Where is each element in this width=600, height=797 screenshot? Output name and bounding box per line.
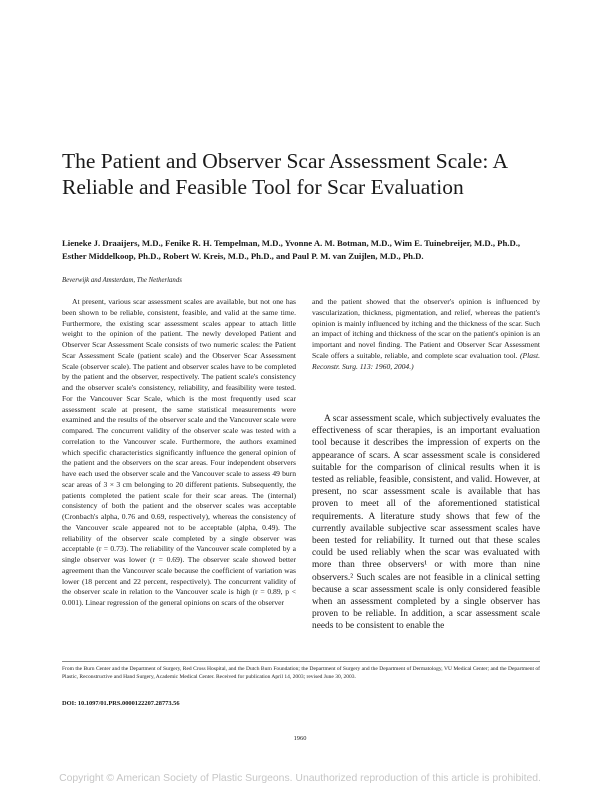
doi-line: DOI: 10.1097/01.PRS.0000122207.28773.56 [62,700,180,707]
footnote: From the Burn Center and the Department of Surgery, Red Cross Hospital, and the Dutch Burn Foundation; the Department of Surgery and the Department of Dermatology, VU Medical Center; and the Department of Plastic, Reconstructive and Hand Surgery, Academic Medical Center. Received for publication April 14, 2003; revised June 30, 2003. [62,666,540,681]
footnote-divider [62,661,540,662]
abstract-text: and the patient showed that the observer's opinion is influenced by vascularization, thickness, pigmentation, and relief, whereas the patient's opinion is mainly influenced by itching and the thickness of the scar. Such an impact of itching and thickness of the scar on the patient's opinion is an important and novel finding. The Patient and Observer Scar Assessment Scale offers a suitable, reliable, and complete scar evaluation tool. [312,297,540,360]
introduction-text: A scar assessment scale, which subjectively evaluates the effectiveness of scar therapies, is an important evaluation tool because it describes the impression of experts on the appearance of scars. A scar assessment scale is considered suitable for the comparison of clinical results when it is tested as reliable, feasible, consistent, and valid. However, at present, no scar assessment scale is available that has proven to meet all of the aforementioned statistical requirements. A literature study shows that few of the currently available subjective scar assessment scales have been tested for reliability. It turned out that these scales could be used reliably when the scar was evaluated with more than three observers¹ or with more than nine observers.² Such scales are not feasible in a clinical setting because a scar assessment scale is only considered feasible when an assessment completed by a single observer has proven to be reliable. In addition, a scar assessment scale needs to be consistent to enable the [312,414,540,632]
page-number: 1960 [293,735,307,742]
affiliation: Beverwijk and Amsterdam, The Netherlands [62,277,182,284]
article-title: The Patient and Observer Scar Assessment Scale: A Reliable and Feasible Tool for Scar Evaluation [62,149,507,199]
abstract-citation: (Plast. Reconstr. Surg. 113: 1960, 2004.) [312,350,540,371]
copyright-watermark: Copyright © American Society of Plastic Surgeons. Unauthorized reproduction of this article is prohibited. [59,773,541,784]
author-list: Lieneke J. Draaijers, M.D., Fenike R. H. Tempelman, M.D., Yvonne A. M. Botman, M.D., Wim E. Tuinebreijer, M.D., Ph.D., Esther Middelkoop, Ph.D., Robert W. Kreis, M.D., Ph.D., and Paul P. M. van Zuijlen, M.D., Ph.D. [62,238,521,261]
abstract-column-left: At present, various scar assessment scales are available, but not one has been shown to be reliable, consistent, feasible, and valid at the same time. Furthermore, the existing scar assessment scales appear to attach little weight to the opinion of the patient. The newly developed Patient and Observer Scar Assessment Scale consists of two numeric scales: the Patient Scar Assessment Scale (patient scale) and the Observer Scar Assessment Scale (observer scale). The patient and observer scales have to be completed by the patient and the observer, respectively. The patient scale's consistency and the observer scale's consistency, reliability, and feasibility were tested. For the Vancouver Scar Scale, which is the most frequently used scar assessment scale at present, the same statistical measurements were examined and the results of the observer scale and the Vancouver scale were compared. The concurrent validity of the observer scale was tested with a correlation to the Vancouver scale. Furthermore, the authors examined which specific characteristics significantly influence the general opinion of the patient and the observers on the scar areas. Four independent observers have each used the observer scale and the Vancouver scale to assess 49 burn scar areas of 3 × 3 cm belonging to 20 different patients. Subsequently, the patients completed the patient scale for their scar areas. The (internal) consistency of both the patient and the observer scales was acceptable (Cronbach's alpha, 0.76 and 0.69, respectively), whereas the consistency of the Vancouver scale appeared not to be acceptable (alpha, 0.49). The reliability of the observer scale completed by a single observer was acceptable (r = 0.73). The reliability of the Vancouver scale completed by a single observer was lower (r = 0.69). The observer scale showed better agreement than the Vancouver scale because the coefficient of variation was lower (18 percent and 22 percent, respectively). The concurrent validity of the observer scale in relation to the Vancouver scale is high (r = 0.89, p < 0.001). Linear regression of the general opinions on scars of the observer [62,297,296,607]
abstract-column-right [312,297,540,372]
